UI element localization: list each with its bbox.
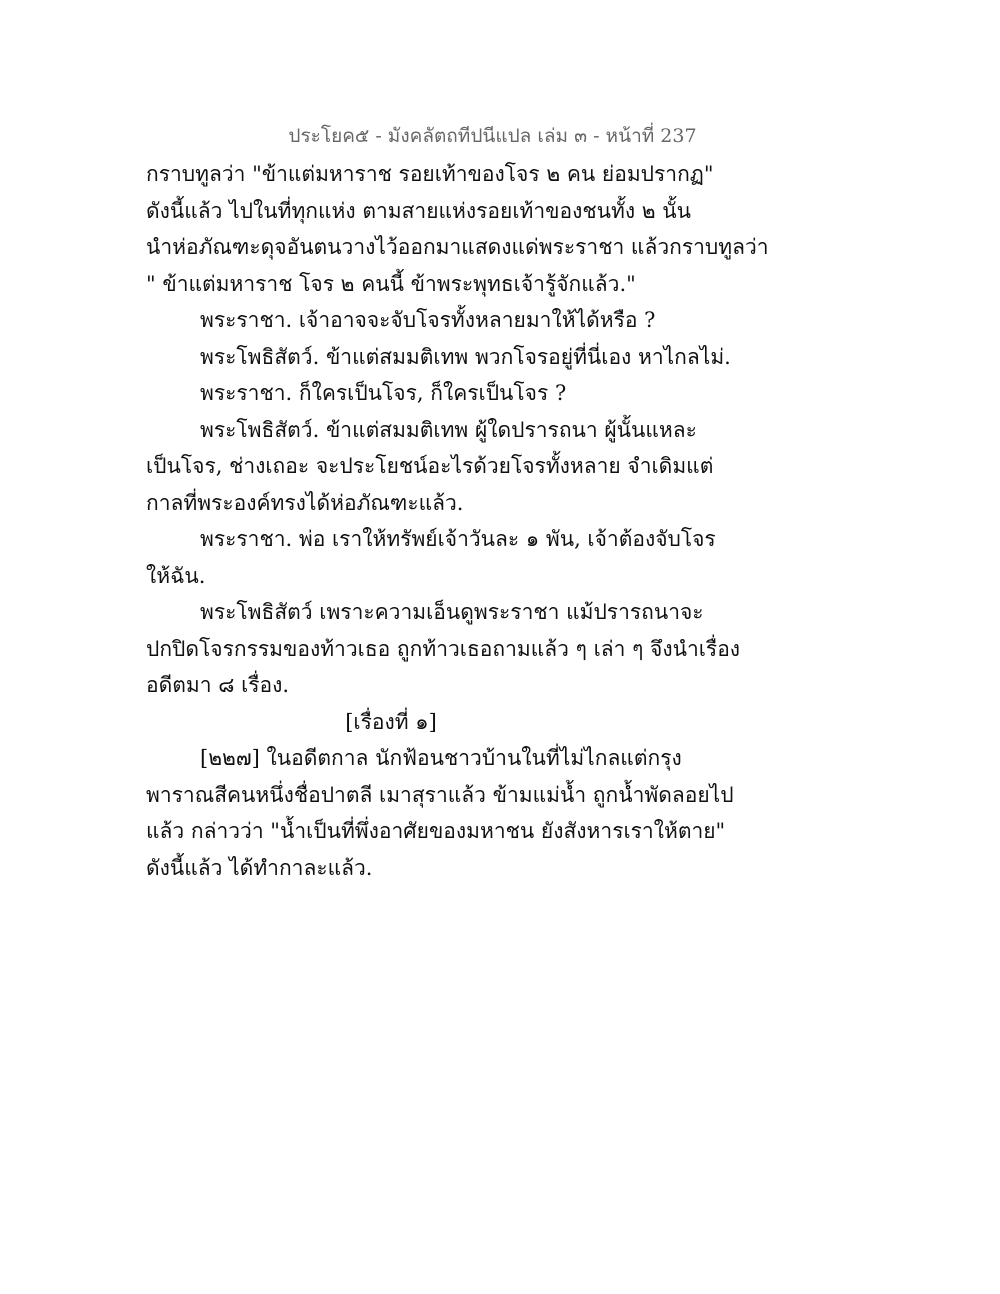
text-line: ดังนี้แล้ว ได้ทำกาละแล้ว. xyxy=(146,855,373,880)
text-line: [๒๒๗] ในอดีตกาล นักฟ้อนชาวบ้านในที่ไม่ไกลแต่กรุง xyxy=(200,746,682,770)
text-line: พระโพธิสัตว์. ข้าแต่สมมติเทพ ผู้ใดปรารถนา ผู้นั้นแหละ xyxy=(200,417,697,442)
text-line: พระราชา. พ่อ เราให้ทรัพย์เจ้าวันละ ๑ พัน, เจ้าต้องจับโจร xyxy=(200,527,716,551)
text-line: ให้ฉัน. xyxy=(146,563,206,588)
text-line: ดังนี้แล้ว ไปในที่ทุกแห่ง ตามสายแห่งรอยเท้าของชนทั้ง ๒ นั้น xyxy=(146,198,691,223)
text-line: พระโพธิสัตว์ เพราะความเอ็นดูพระราชา แม้ปรารถนาจะ xyxy=(200,600,704,624)
text-line: พระราชา. ก็ใครเป็นโจร, ก็ใครเป็นโจร ? xyxy=(200,381,567,405)
text-line: " ข้าแต่มหาราช โจร ๒ คนนี้ ข้าพระพุทธเจ้ารู้จักแล้ว." xyxy=(146,271,636,296)
page-header: ประโยค๕ - มังคลัตถทีปนีแปล เล่ม ๓ - หน้าที่ 237 xyxy=(288,125,697,147)
text-line: กาลที่พระองค์ทรงได้ห่อภัณฑะแล้ว. xyxy=(146,490,464,515)
text-line: ปกปิดโจรกรรมของท้าวเธอ ถูกท้าวเธอถามแล้ว ๆ เล่า ๆ จึงนำเรื่อง xyxy=(146,636,741,661)
text-line: อดีตมา ๘ เรื่อง. xyxy=(146,673,290,697)
text-line: เป็นโจร, ช่างเถอะ จะประโยชน์อะไรด้วยโจรทั้งหลาย จำเดิมแต่ xyxy=(146,454,714,478)
text-line: กราบทูลว่า "ข้าแต่มหาราช รอยเท้าของโจร ๒ คน ย่อมปรากฏ" xyxy=(146,162,714,186)
section-heading: [เรื่องที่ ๑] xyxy=(345,709,437,734)
text-line: พระโพธิสัตว์. ข้าแต่สมมติเทพ พวกโจรอยู่ที่นี่เอง หาไกลไม่. xyxy=(200,344,731,369)
document-body xyxy=(146,156,769,886)
text-line: นำห่อภัณฑะดุจอันตนวางไว้ออกมาแสดงแด่พระราชา แล้วกราบทูลว่า xyxy=(146,235,769,259)
text-line: พระราชา. เจ้าอาจจะจับโจรทั้งหลายมาให้ได้หรือ ? xyxy=(200,308,656,332)
text-line: พาราณสีคนหนึ่งชื่อปาตลี เมาสุราแล้ว ข้ามแม่น้ำ ถูกน้ำพัดลอยไป xyxy=(146,782,734,807)
text-line: แล้ว กล่าวว่า "น้ำเป็นที่พึ่งอาศัยของมหาชน ยังสังหารเราให้ตาย" xyxy=(146,819,726,843)
